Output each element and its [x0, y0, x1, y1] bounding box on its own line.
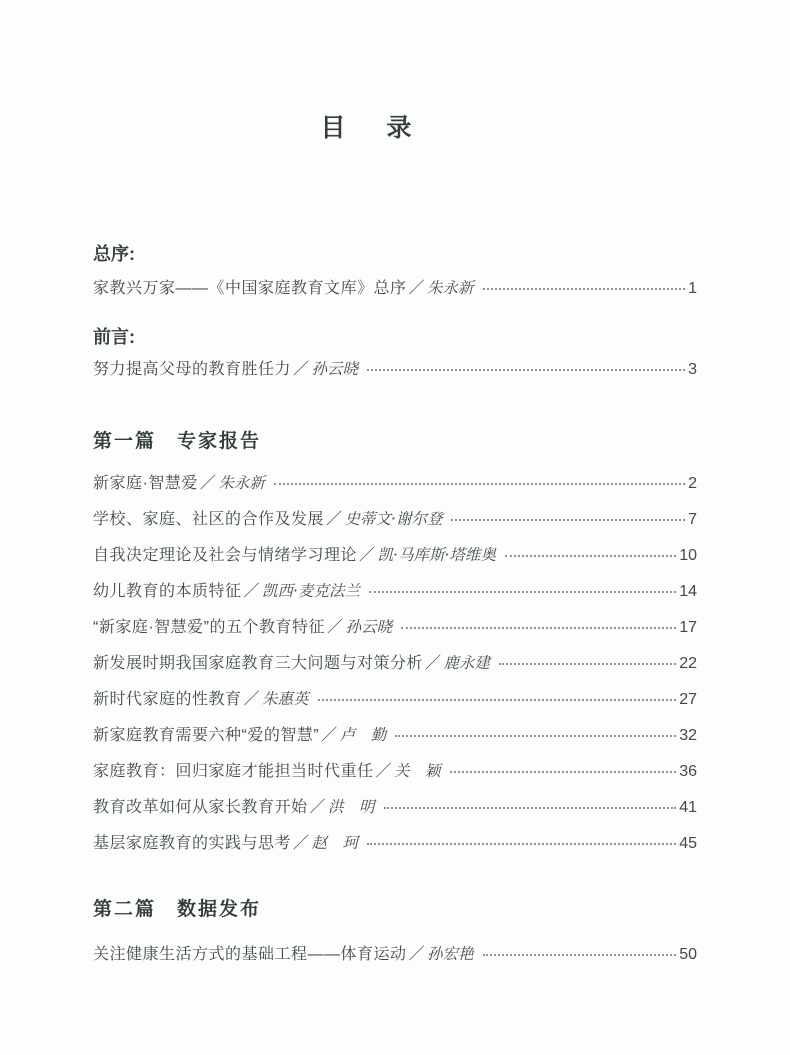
toc-item-page-number: 22 — [679, 655, 697, 672]
toc-item-title: 自我决定理论及社会与情绪学习理论 — [93, 547, 358, 564]
toc-item-page-number: 7 — [688, 511, 697, 528]
toc-item — [93, 832, 697, 855]
toc-item — [93, 508, 697, 531]
toc-item-separator: ／ — [327, 619, 344, 636]
toc-item-separator: ／ — [408, 280, 426, 297]
toc-item-page-number: 41 — [679, 799, 697, 816]
section-general-preface — [93, 143, 697, 300]
dot-leader — [318, 699, 677, 701]
toc-item — [93, 544, 697, 567]
toc-item — [93, 580, 697, 603]
toc-item-author: 凯·马库斯·塔维奥 — [377, 546, 496, 564]
section-foreword — [93, 300, 697, 381]
toc-item-title: 家教兴万家——《中国家庭教育文库》总序 — [93, 280, 407, 297]
toc-item-separator: ／ — [326, 511, 343, 528]
toc-item-author: 孙云晓 — [345, 618, 393, 636]
section-part2 — [93, 855, 697, 966]
toc-item-page-number: 10 — [679, 547, 697, 564]
toc-item — [93, 472, 697, 495]
toc-item-author: 鹿永建 — [443, 654, 491, 672]
section-heading: 前言: — [93, 327, 135, 347]
dot-leader — [369, 591, 676, 593]
toc-item-separator: ／ — [243, 583, 261, 600]
toc-item-separator: ／ — [375, 763, 393, 780]
toc-item-separator: ／ — [321, 727, 338, 744]
toc-item-separator: ／ — [243, 691, 261, 708]
toc-item — [93, 358, 697, 381]
toc-item-title: 关注健康生活方式的基础工程——体育运动 — [93, 946, 407, 963]
dot-leader — [367, 369, 685, 371]
toc-item-author: 卢 勤 — [339, 726, 387, 744]
toc-item — [93, 760, 697, 783]
toc-item-title: 幼儿教育的本质特征 — [93, 583, 242, 600]
toc-item-page-number: 3 — [688, 361, 697, 378]
toc-item-page-number: 1 — [688, 280, 697, 297]
toc-item-separator: ／ — [293, 835, 310, 852]
toc-item-page-number: 32 — [679, 727, 697, 744]
dot-leader — [483, 288, 686, 290]
toc-item-title: 教育改革如何从家长教育开始 — [93, 799, 308, 816]
section-part1 — [93, 381, 697, 855]
toc-item-title: 家庭教育：回归家庭才能担当时代重任 — [93, 763, 374, 780]
page-title: 目 录 — [320, 114, 420, 142]
section-heading: 总序: — [93, 244, 135, 264]
section-heading: 第二篇 数据发布 — [93, 899, 262, 920]
toc-item-title: “新家庭·智慧爱”的五个教育特征 — [93, 619, 325, 636]
toc-item-title: 基层家庭教育的实践与思考 — [93, 835, 292, 852]
toc-item-title: 学校、家庭、社区的合作及发展 — [93, 511, 325, 528]
toc-item — [93, 616, 697, 639]
dot-leader — [274, 483, 685, 485]
toc-item — [93, 724, 697, 747]
dot-leader — [483, 954, 677, 956]
toc-item-title: 新时代家庭的性教育 — [93, 691, 242, 708]
toc-item — [93, 796, 697, 819]
dot-leader — [499, 663, 676, 665]
toc-item-page-number: 14 — [679, 583, 697, 600]
toc-item-separator: ／ — [293, 361, 310, 378]
toc-item-page-number: 50 — [679, 946, 697, 963]
toc-item-author: 孙云晓 — [311, 360, 359, 378]
dot-leader — [384, 807, 677, 809]
toc-item — [93, 688, 697, 711]
toc-item-author: 朱惠英 — [262, 690, 309, 708]
dot-leader — [450, 771, 677, 773]
toc-item-page-number: 45 — [679, 835, 697, 852]
toc-item-separator: ／ — [359, 547, 376, 564]
toc-item — [93, 652, 697, 675]
toc-item-separator: ／ — [408, 946, 426, 963]
dot-leader — [451, 519, 685, 521]
toc-item-page-number: 17 — [679, 619, 697, 636]
dot-leader — [367, 843, 676, 845]
toc-item-author: 孙宏艳 — [427, 945, 474, 963]
toc-item-author: 朱永新 — [427, 279, 474, 297]
toc-item-page-number: 2 — [688, 475, 697, 492]
toc-item-separator: ／ — [199, 475, 217, 492]
toc-item-page-number: 27 — [679, 691, 697, 708]
toc-item-author: 朱永新 — [218, 474, 265, 492]
toc-item — [93, 277, 697, 300]
dot-leader — [395, 735, 676, 737]
toc-item — [93, 943, 697, 966]
toc-item-title: 努力提高父母的教育胜任力 — [93, 361, 292, 378]
toc-item-separator: ／ — [309, 799, 327, 816]
toc-item-author: 洪 明 — [328, 798, 375, 816]
toc-item-title: 新发展时期我国家庭教育三大问题与对策分析 — [93, 655, 424, 672]
dot-leader — [505, 555, 676, 557]
section-heading: 第一篇 专家报告 — [93, 431, 262, 452]
dot-leader — [401, 627, 676, 629]
toc-item-title: 新家庭教育需要六种“爱的智慧” — [93, 727, 320, 744]
toc-item-author: 凯西·麦克法兰 — [262, 582, 360, 600]
toc-item-author: 关 颖 — [394, 762, 441, 780]
toc-item-author: 赵 珂 — [311, 834, 359, 852]
toc-item-author: 史蒂文·谢尔登 — [344, 510, 443, 528]
toc-item-separator: ／ — [425, 655, 442, 672]
toc-item-title: 新家庭·智慧爱 — [93, 475, 198, 492]
toc-item-page-number: 36 — [679, 763, 697, 780]
